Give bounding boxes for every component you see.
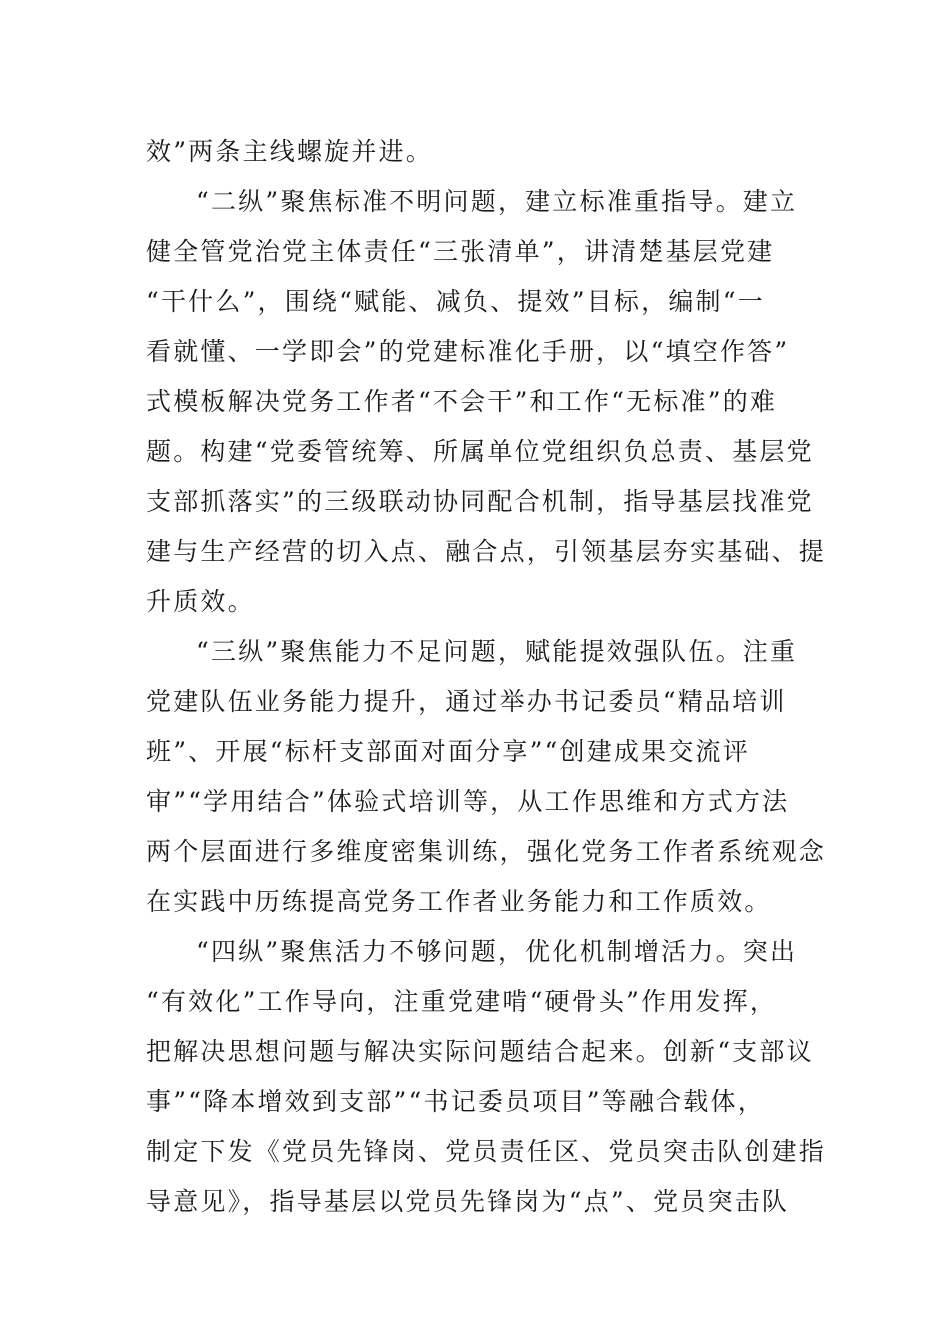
paragraph-line: 党建队伍业务能力提升，通过举办书记委员“精品培训 [146, 687, 787, 716]
paragraph-line: 健全管党治党主体责任“三张清单”，讲清楚基层党建 [146, 237, 775, 266]
paragraph-line: 事”“降本增效到支部”“书记委员项目”等融合载体， [146, 1087, 765, 1116]
paragraph-line: 式模板解决党务工作者“不会干”和工作“无标准”的难 [146, 387, 778, 416]
paragraph-line: 支部抓落实”的三级联动协同配合机制，指导基层找准党 [146, 487, 814, 516]
paragraph-line: 看就懂、一学即会”的党建标准化手册，以“填空作答” [146, 337, 790, 366]
paragraph-line: 导意见》，指导基层以党员先锋岗为“点”、党员突击队 [146, 1187, 790, 1216]
paragraph-first-line: “二纵”聚焦标准不明问题，建立标准重指导。建立 [196, 187, 798, 216]
paragraph-line: 效”两条主线螺旋并进。 [146, 137, 433, 166]
paragraph-line: “有效化”工作导向，注重党建啃“硬骨头”作用发挥， [146, 987, 778, 1016]
paragraph-line: 题。构建“党委管统筹、所属单位党组织负总责、基层党 [146, 437, 814, 466]
paragraph-line: 审”“学用结合”体验式培训等，从工作思维和方式方法 [146, 787, 790, 816]
paragraph-line: 班”、开展“标杆支部面对面分享”“创建成果交流评 [146, 737, 750, 766]
paragraph-first-line: “三纵”聚焦能力不足问题，赋能提效强队伍。注重 [196, 637, 798, 666]
paragraph-line: 建与生产经营的切入点、融合点，引领基层夯实基础、提 [146, 537, 827, 566]
paragraph-first-line: “四纵”聚焦活力不够问题，优化机制增活力。突出 [196, 937, 798, 966]
paragraph-line: 在实践中历练提高党务工作者业务能力和工作质效。 [146, 887, 772, 916]
paragraph-line: 升质效。 [146, 587, 255, 616]
paragraph-line: 把解决思想问题与解决实际问题结合起来。创新“支部议 [146, 1037, 814, 1066]
paragraph-line: “干什么”，围绕“赋能、减负、提效”目标，编制“一 [146, 287, 765, 316]
paragraph-line: 制定下发《党员先锋岗、党员责任区、党员突击队创建指 [146, 1137, 827, 1166]
paragraph-line: 两个层面进行多维度密集训练，强化党务工作者系统观念 [146, 837, 827, 866]
